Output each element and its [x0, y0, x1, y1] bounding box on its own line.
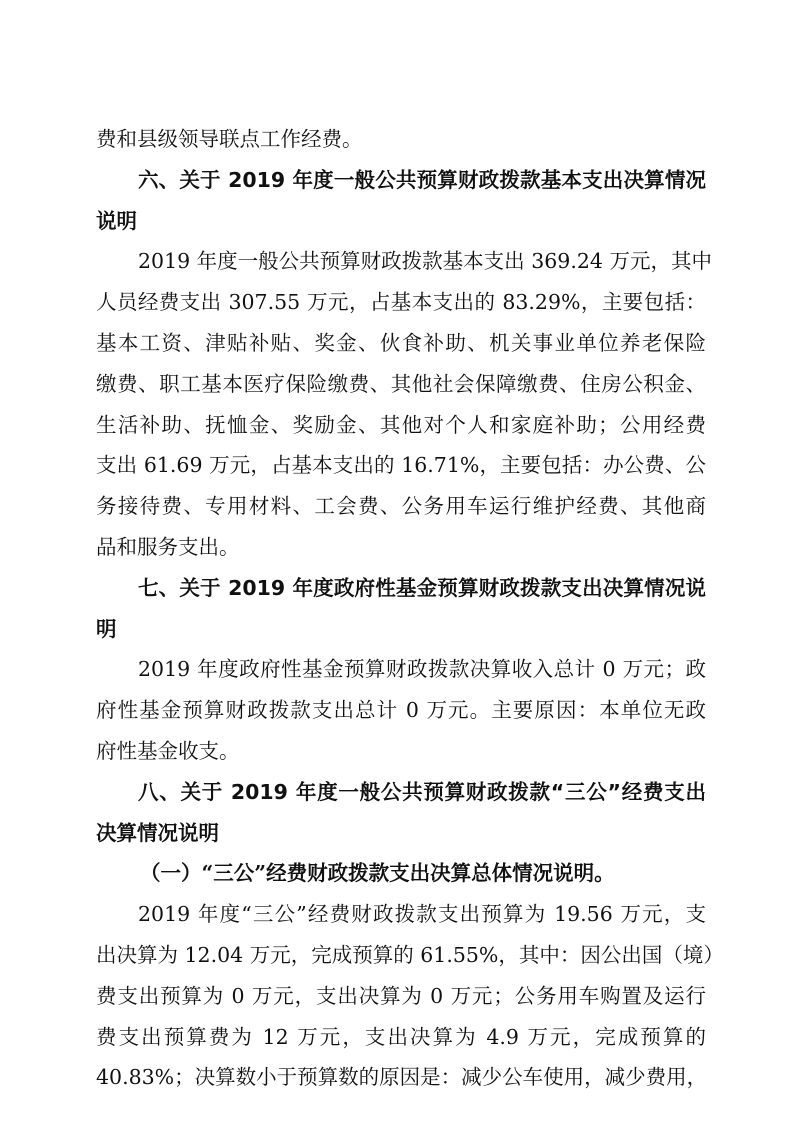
paragraph-line: 2019 年度一般公共预算财政拨款基本支出 369.24 万元，其中 [138, 249, 712, 273]
paragraph-line: 务接待费、专用材料、工会费、公务用车运行维护经费、其他商 [96, 494, 706, 518]
paragraph-line: 缴费、职工基本医疗保险缴费、其他社会保障缴费、住房公积金、 [96, 372, 706, 396]
section-heading-7: 七、关于 2019 年度政府性基金预算财政拨款支出决算情况说 [138, 576, 706, 600]
paragraph-line: 府性基金预算财政拨款支出总计 0 万元。主要原因：本单位无政 [96, 698, 706, 722]
section-heading-7-cont: 明 [96, 617, 117, 641]
paragraph-line: 支出 61.69 万元，占基本支出的 16.71%，主要包括：办公费、公 [96, 453, 706, 477]
paragraph-line: 2019 年度政府性基金预算财政拨款决算收入总计 0 万元；政 [138, 657, 706, 681]
paragraph-line: 费支出预算费为 12 万元，支出决算为 4.9 万元，完成预算的 [96, 1025, 706, 1049]
section-heading-6: 六、关于 2019 年度一般公共预算财政拨款基本支出决算情况 [138, 168, 706, 192]
paragraph-line: 出决算为 12.04 万元，完成预算的 61.55%，其中：因公出国（境） [96, 943, 724, 967]
paragraph-line: 人员经费支出 307.55 万元，占基本支出的 83.29%，主要包括： [96, 290, 706, 314]
paragraph-line: 2019 年度“三公”经费财政拨款支出预算为 19.56 万元，支 [138, 902, 706, 926]
paragraph-line: 生活补助、抚恤金、奖励金、其他对个人和家庭补助；公用经费 [96, 413, 706, 437]
section-heading-8-cont: 决算情况说明 [96, 821, 219, 845]
section-heading-6-cont: 说明 [96, 209, 137, 233]
paragraph-line: 费支出预算为 0 万元，支出决算为 0 万元；公务用车购置及运行 [96, 984, 706, 1008]
section-heading-8: 八、关于 2019 年度一般公共预算财政拨款“三公”经费支出 [138, 780, 706, 804]
paragraph-line: 费和县级领导联点工作经费。 [96, 127, 363, 151]
paragraph-line: 基本工资、津贴补贴、奖金、伙食补助、机关事业单位养老保险 [96, 331, 706, 355]
paragraph-line: 府性基金收支。 [96, 739, 240, 763]
paragraph-line: 40.83%；决算数小于预算数的原因是：减少公车使用，减少费用， [96, 1065, 708, 1089]
paragraph-line: 品和服务支出。 [96, 535, 240, 559]
subsection-heading: （一）“三公”经费财政拨款支出决算总体情况说明。 [140, 861, 615, 885]
